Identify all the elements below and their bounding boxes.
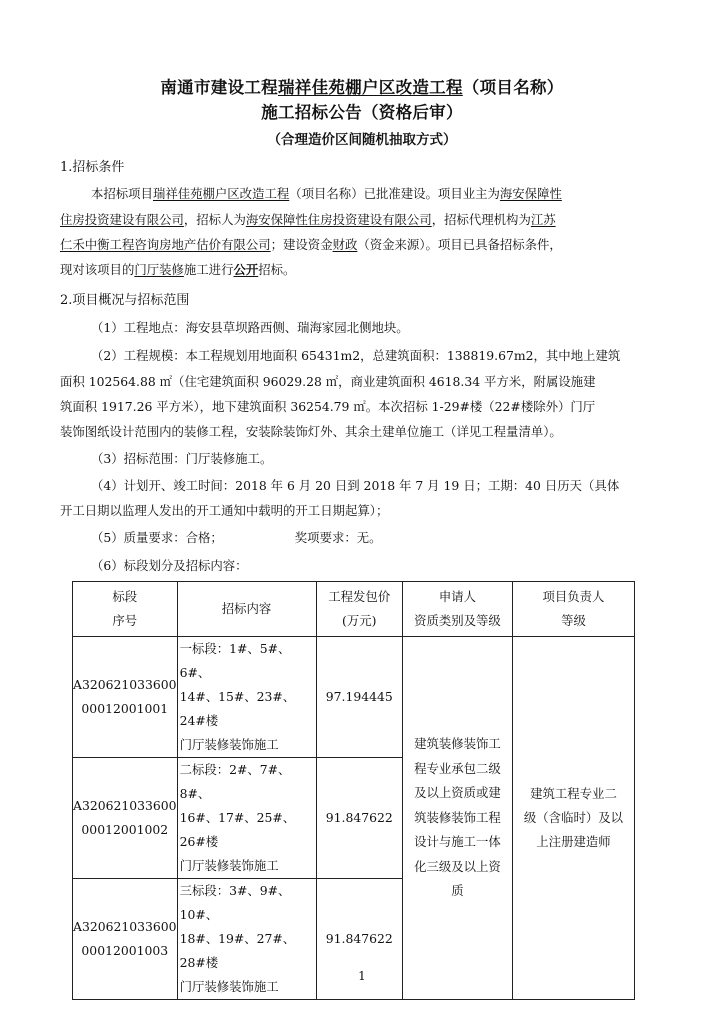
section-1-line-1: 本招标项目瑞祥佳苑棚户区改造工程（项目名称）已批准建设。项目业主为海安保障性: [91, 186, 562, 201]
section-2-heading: 2.项目概况与招标范围: [60, 293, 190, 308]
header-lot-number: 标段 序号: [73, 582, 178, 637]
title-prefix: 南通市建设工程: [160, 78, 278, 97]
header-qualification: 申请人 资质类别及等级: [402, 582, 512, 637]
header-contract-price: 工程发包价 (万元): [316, 582, 402, 637]
lot-content: 一标段：1#、5#、6#、 14#、15#、23#、24#楼 门厅装修装饰施工: [177, 637, 316, 758]
lot-code: A320621033600 00012001002: [73, 758, 178, 879]
qualification-cell: 建筑装修装饰工 程专业承包二级 及以上资质或建 筑装修装饰工程 设计与施工一体 化三级及以上资 质: [402, 637, 512, 1000]
project-scale-line-3: 筑面积 1917.26 平方米），地下建筑面积 36254.79 ㎡。本次招标 1-29#楼（22#楼除外）门厅: [60, 399, 596, 414]
section-1-heading: 1.招标条件: [60, 160, 125, 175]
table-row: [73, 637, 635, 758]
title-project-name: 瑞祥佳苑棚户区改造工程: [277, 78, 463, 97]
title-line-1: [0, 74, 724, 98]
section-1-line-4: 现对该项目的门厅装修施工进行公开招标。: [60, 262, 296, 277]
title-line-3: （合理造价区间随机抽取方式）: [267, 132, 457, 148]
lot-content: 二标段：2#、7#、8#、 16#、17#、25#、26#楼 门厅装修装饰施工: [177, 758, 316, 879]
bid-scope: （3）招标范围：门厅装修施工。: [91, 451, 273, 466]
section-1-line-3: 仁禾中衡工程咨询房地产估价有限公司；建设资金财政（资金来源）。项目已具备招标条件，: [60, 237, 562, 252]
header-manager-grade: 项目负责人 等级: [512, 582, 634, 637]
lot-content: 三标段：3#、9#、10#、 18#、19#、27#、28#楼 门厅装修装饰施工: [177, 879, 316, 1000]
lot-table: [72, 581, 635, 1000]
schedule-line-2: 开工日期以监理人发出的开工通知中载明的开工日期起算）；: [60, 503, 389, 518]
lot-price: 97.194445: [316, 637, 402, 758]
manager-grade-cell: 建筑工程专业二 级（含临时）及以 上注册建造师: [512, 637, 634, 1000]
lot-code: A320621033600 00012001003: [73, 879, 178, 1000]
lot-price: 91.847622: [316, 879, 402, 1000]
project-scale-line-2: 面积 102564.88 ㎡（住宅建筑面积 96029.28 ㎡，商业建筑面积 4618.34 平方米，附属设施建: [60, 374, 596, 389]
header-bid-content: 招标内容: [177, 582, 316, 637]
table-header-row: [73, 582, 635, 637]
title-line-2: 施工招标公告（资格后审）: [261, 103, 463, 122]
lot-division-heading: （6）标段划分及招标内容：: [91, 558, 248, 573]
project-location: （1）工程地点：海安县草坝路西侧、瑞海家园北侧地块。: [91, 320, 409, 335]
project-scale-line-1: （2）工程规模：本工程规划用地面积 65431m2，总建筑面积：138819.67m2，其中地上建筑: [91, 348, 621, 363]
page-number: 1: [358, 969, 366, 983]
lot-code: A320621033600 00012001001: [73, 637, 178, 758]
lot-price: 91.847622: [316, 758, 402, 879]
schedule-line-1: （4）计划开、竣工时间：2018 年 6 月 20 日到 2018 年 7 月 19 日；工期：40 日历天（具体: [91, 478, 620, 493]
title-suffix: （项目名称）: [462, 78, 564, 97]
project-scale-line-4: 装饰图纸设计范围内的装修工程，安装除装饰灯外、其余土建单位施工（详见工程量清单）。: [60, 424, 562, 439]
quality-requirement: （5）质量要求：合格； 奖项要求：无。: [91, 530, 382, 545]
section-1-line-2: 住房投资建设有限公司，招标人为海安保障性住房投资建设有限公司，招标代理机构为江苏: [60, 212, 556, 227]
